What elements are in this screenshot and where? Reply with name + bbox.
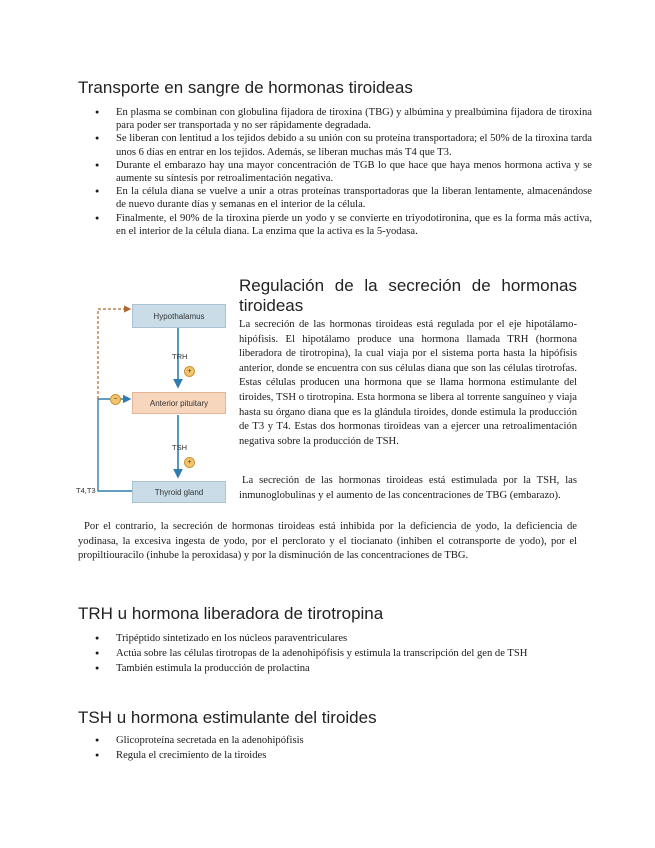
thyroid-gland-box: Thyroid gland	[132, 481, 226, 503]
transporte-bullet-list	[78, 106, 592, 238]
plus-icon: +	[184, 366, 195, 377]
section-title-regulacion: Regulación de la secreción de hormonas tiroideas	[239, 276, 577, 315]
list-item: ● Durante el embarazo hay una mayor concentración de TGB lo que hace que haya menos hormona activa y se aumente su síntesis por retroalimentación negativa.	[116, 159, 592, 185]
list-item: ● Glicoproteína secretada en la adenohipófisis	[116, 734, 615, 749]
feedback-line-hypothalamus	[98, 309, 130, 399]
section-title-regulacion-line1	[239, 276, 577, 316]
section-title-trh: TRH u hormona liberadora de tirotropina	[78, 604, 384, 623]
plus-icon: +	[184, 457, 195, 468]
list-item: ● En plasma se combinan con globulina fijadora de tiroxina (TBG) y albúmina y prealbúmina fijadora de tiroxina para poder ser transportada y no ser rápidamente degradada.	[116, 106, 592, 132]
hypothalamus-box: Hypothalamus	[132, 304, 226, 328]
list-item: ● Se liberan con lentitud a los tejidos debido a su unión con su proteína transportadora; el 50% de la tiroxina tarda unos 6 días en entrar en los tejidos. Además, se liberan muchas más T4 que T3.	[116, 132, 592, 158]
section-title-tsh: TSH u hormona estimulante del tiroides	[78, 708, 377, 727]
regulacion-paragraph-2: La secreción de las hormonas tiroideas está estimulada por la TSH, las inmunoglobulinas y el aumento de las concentraciones de TBG (embarazo).	[239, 475, 577, 501]
list-item: ● Regula el crecimiento de la tiroides	[116, 749, 615, 764]
list-item: ● Actúa sobre las células tirotropas de la adenohipófisis y estimula la transcripción del gen de TSH	[116, 647, 615, 662]
section-title-transporte: Transporte en sangre de hormonas tiroideas	[78, 78, 413, 97]
tsh-label: TSH	[172, 443, 187, 452]
minus-icon: −	[110, 394, 121, 405]
regulacion-paragraph-1: La secreción de las hormonas tiroideas está regulada por el eje hipotálamo-hipófisis. El hipotálamo produce una hormona llamada TRH (hormona liberadora de tirotropina), la cual viaja por el sistema porta hasta la hipófisis anterior, donde se encuentra con sus células diana que son las células tirotrofas. Estas células producen una hormona que se llama hormona estimulante del tiroides, TSH o tirotropina. Esta hormona se libera al torrente sanguíneo y viaja hasta su órgano diana que es la glándula tiroides, donde estimula la producción de T3 y T4. Estas dos hormonas tiroideas van a ejercer una retroalimentación negativa sobre la producción de TSH.	[239, 319, 577, 447]
regulacion-paragraph-3: Por el contrario, la secreción de hormonas tiroideas está inhibida por la deficiencia de yodo, la deficiencia de yodinasa, la excesiva ingesta de yodo, por el perclorato y el tiocianato (inhiben el cotransporte de yodo), por el propiltiouracilo (inhube la peroxidasa) y por la disminución de las concentraciones de TBG.	[78, 521, 577, 562]
feedback-line-pituitary	[98, 399, 132, 491]
t4-t3-label: T4,T3	[76, 486, 96, 495]
trh-label: TRH	[172, 352, 188, 361]
list-item: ● Finalmente, el 90% de la tiroxina pierde un yodo y se convierte en triyodotironina, que es la forma más activa, en el interior de la célula diana. La enzima que la activa es la 5-yodasa.	[116, 212, 592, 238]
list-item: ● En la célula diana se vuelve a unir a otras proteínas transportadoras que la liberan lentamente, almacenándose de nuevo durante días y semanas en el interior de la célula.	[116, 185, 592, 211]
list-item: ● Tripéptido sintetizado en los núcleos paraventriculares	[116, 632, 615, 647]
trh-bullet-list	[78, 632, 615, 676]
hypothalamus-pituitary-thyroid-diagram	[74, 297, 236, 507]
anterior-pituitary-box: Anterior pituitary	[132, 392, 226, 414]
list-item: ● También estimula la producción de prolactina	[116, 662, 615, 677]
tsh-bullet-list	[78, 734, 615, 764]
